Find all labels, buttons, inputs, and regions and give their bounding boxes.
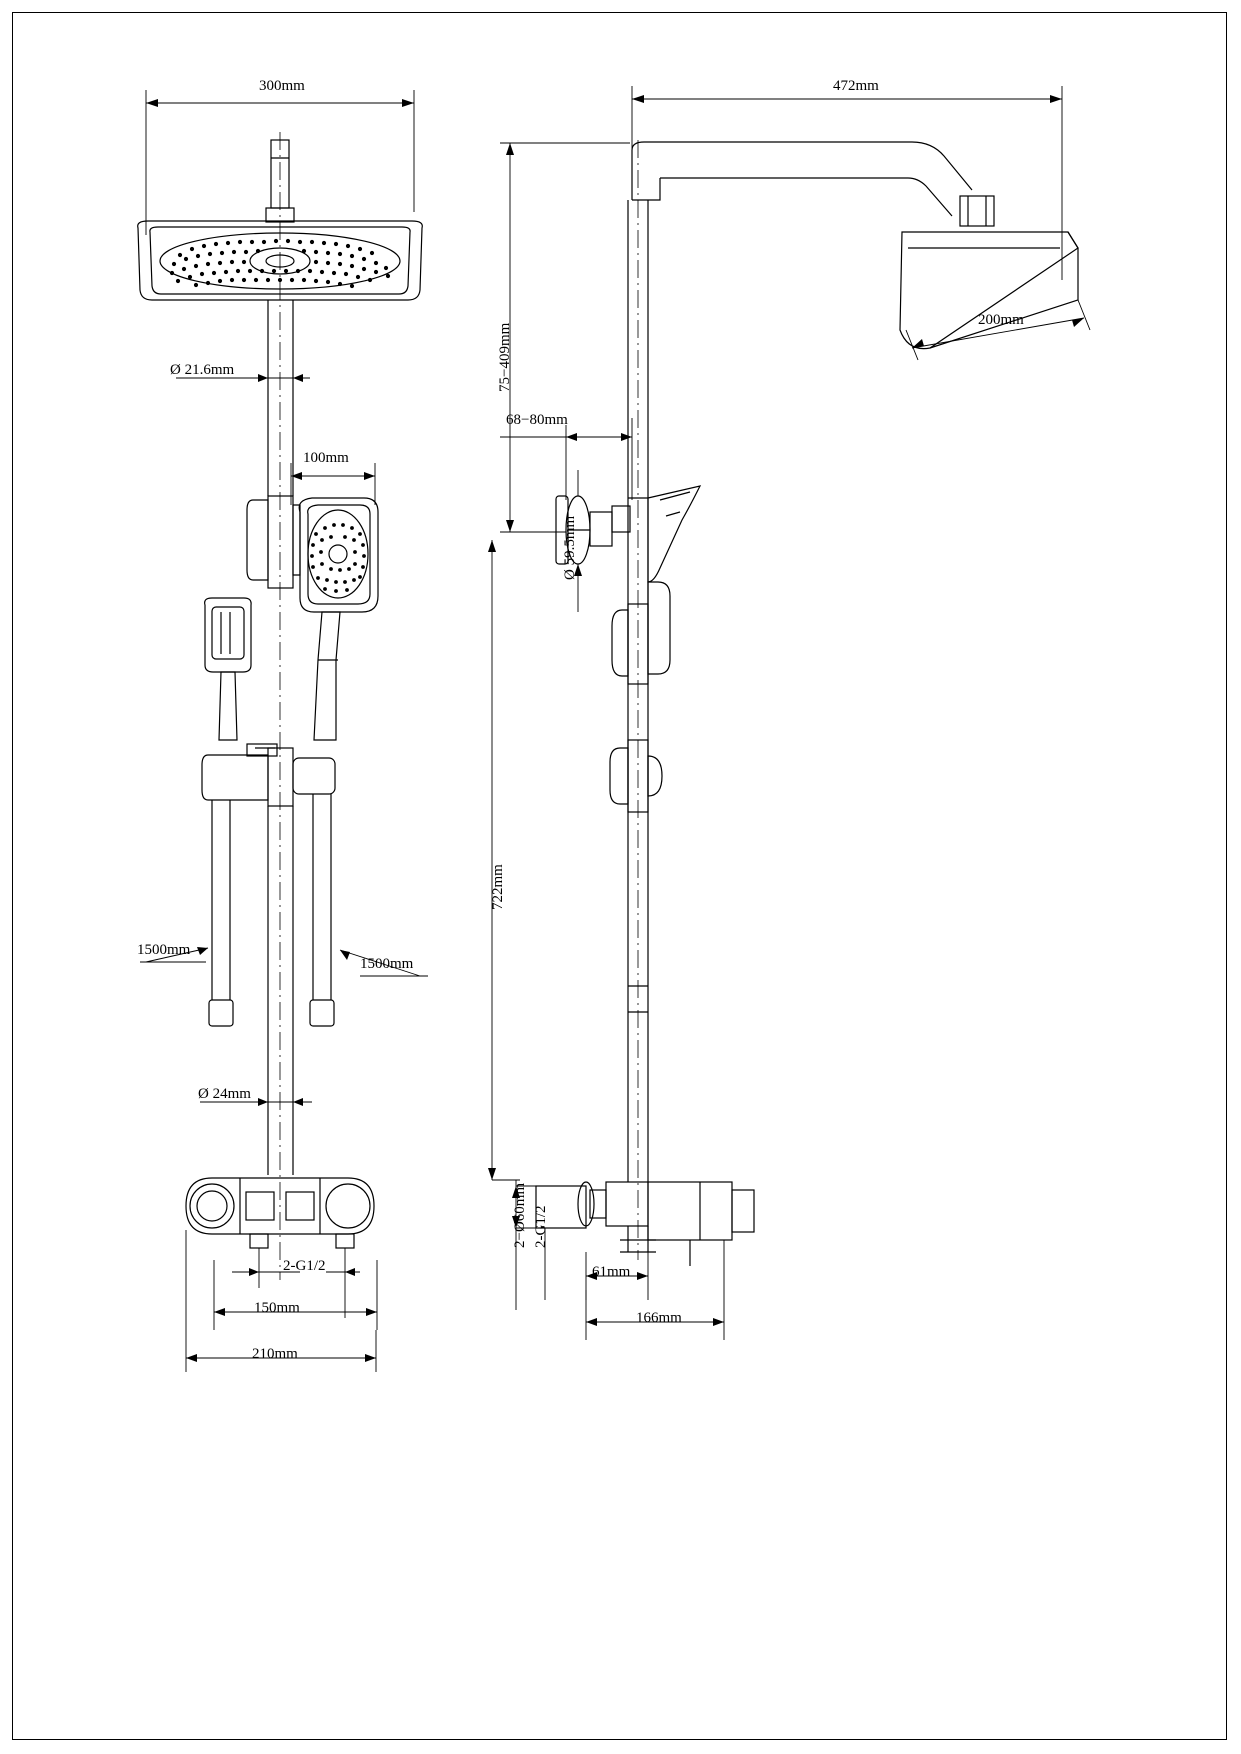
dim-arm-length	[632, 86, 1062, 280]
shower-arm-side	[632, 142, 994, 226]
riser-pipe-upper	[268, 300, 293, 496]
rail-holder-side	[610, 740, 662, 812]
label-arm-length: 472mm	[833, 78, 879, 94]
label-hose-left: 1500mm	[137, 942, 191, 958]
label-inlet-boss-dia: 2−Ø60mm	[512, 1182, 528, 1248]
dim-bracket-offset	[500, 418, 632, 500]
label-hand-shower-width: 100mm	[303, 450, 349, 466]
label-head-depth: 200mm	[978, 312, 1024, 328]
slider-bracket-front	[247, 496, 300, 588]
label-riser-pipe-dia: Ø 21.6mm	[170, 362, 235, 378]
label-outlet-thread: 2-G1/2	[533, 1205, 549, 1248]
thermostatic-mixer-side	[536, 1182, 754, 1266]
label-total-depth: 166mm	[636, 1310, 682, 1326]
hose-right	[310, 794, 334, 1026]
dim-riser-height	[488, 540, 520, 1180]
label-hose-right: 1500mm	[360, 956, 414, 972]
rail-lower-holder	[202, 744, 335, 806]
hand-shower-spray-dots	[310, 523, 366, 593]
label-lower-pipe-dia: Ø 24mm	[198, 1086, 251, 1102]
dim-hand-shower-width	[291, 463, 375, 505]
label-mixer-width: 210mm	[252, 1346, 298, 1362]
label-inlet-thread: 2-G1/2	[283, 1258, 326, 1274]
label-valve-depth: 61mm	[592, 1264, 631, 1280]
label-riser-height: 722mm	[490, 864, 506, 910]
label-slider-range: 75−409mm	[497, 322, 513, 392]
hand-shower-handle-front	[314, 612, 340, 740]
hose-left	[209, 800, 233, 1026]
hand-shower-side	[612, 486, 700, 684]
label-head-width: 300mm	[259, 78, 305, 94]
label-bracket-offset: 68−80mm	[506, 412, 568, 428]
riser-pipe-lower	[268, 806, 293, 1175]
dim-slider-range	[500, 143, 630, 532]
dim-head-depth	[906, 300, 1090, 360]
label-inlet-spacing: 150mm	[254, 1300, 300, 1316]
spare-hand-shower	[205, 598, 251, 740]
label-bracket-dia: Ø 59.5mm	[562, 515, 578, 580]
overhead-head-side	[900, 232, 1078, 349]
